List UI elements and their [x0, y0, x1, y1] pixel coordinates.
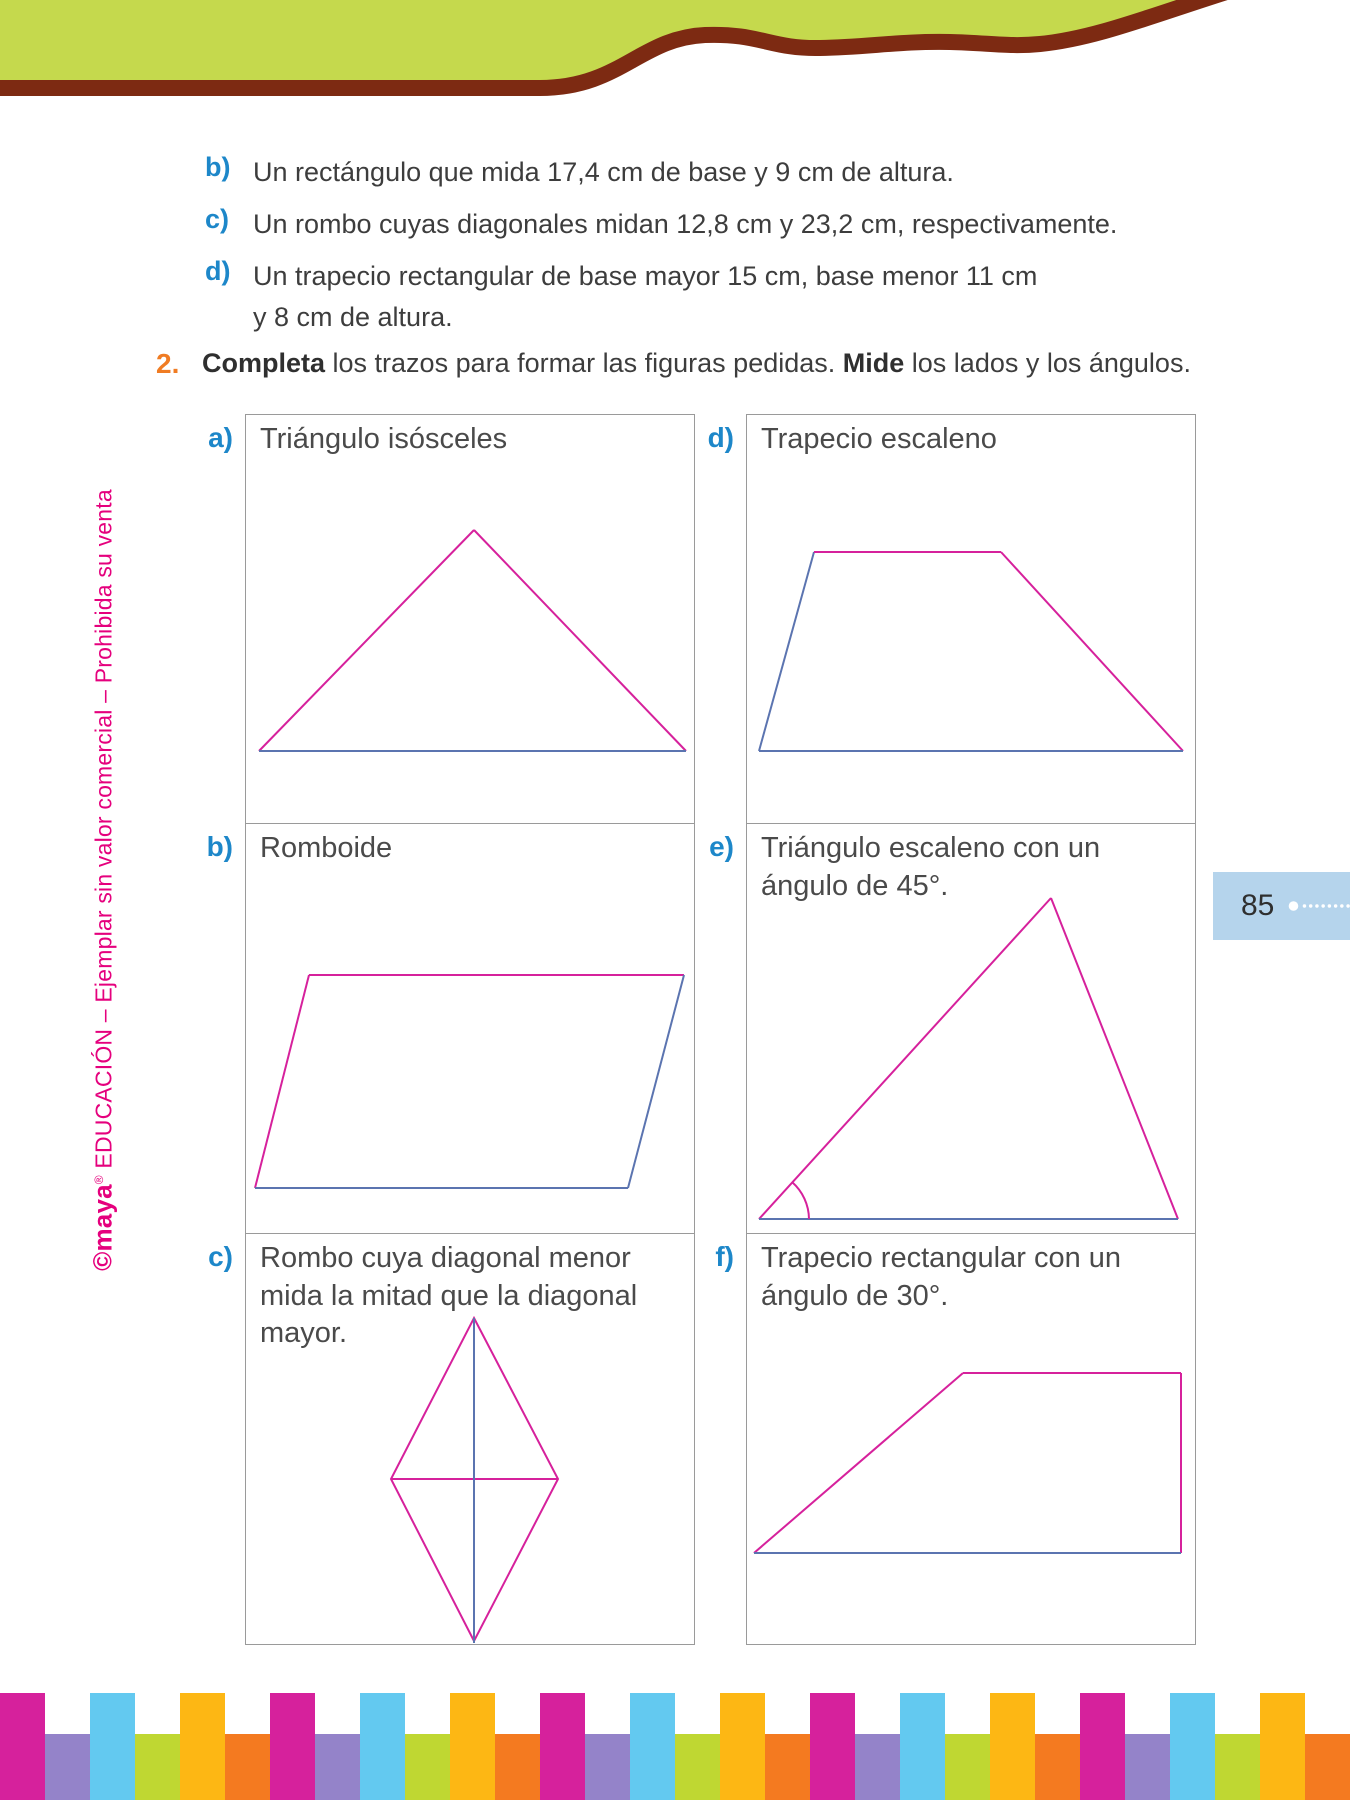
list-text-d: Un trapecio rectangular de base mayor 15 cm, base menor 11 cm y 8 cm de altura. — [253, 261, 1038, 332]
publisher-sidebar — [88, 489, 119, 1271]
isosceles-triangle-figure — [246, 415, 693, 821]
cell-d-scalene-trapezoid — [747, 415, 1195, 824]
footer-bar — [90, 1693, 135, 1800]
footer-bar — [315, 1734, 360, 1800]
registered-mark: ® — [91, 1175, 106, 1185]
triangle45-right-side — [1051, 898, 1178, 1219]
footer-bars — [0, 1693, 1350, 1800]
footer-bar — [765, 1734, 810, 1800]
footer-bar — [270, 1693, 315, 1800]
list-text-b: Un rectángulo que mida 17,4 cm de base y 9 cm de altura. — [253, 157, 954, 187]
page-number: 85 — [1241, 889, 1275, 922]
cell-caption-f: Trapecio rectangular con un ángulo de 30°. — [761, 1242, 1122, 1312]
footer-bar — [1305, 1734, 1350, 1800]
footer-bar — [495, 1734, 540, 1800]
list-marker-d: d) — [205, 256, 231, 286]
list-item-c — [205, 204, 1145, 245]
rhomboid-left-side — [255, 975, 309, 1188]
exercise-end: los lados y los ángulos. — [904, 348, 1191, 378]
grid-column-right — [746, 414, 1196, 1645]
cell-b-rhomboid — [246, 824, 694, 1234]
cell-label-c: c) — [208, 1241, 233, 1272]
publisher-notice: EDUCACIÓN – Ejemplar sin valor comercial – Prohibida su venta — [90, 489, 117, 1176]
triangle-left-side — [259, 530, 474, 751]
footer-bar — [855, 1734, 900, 1800]
triangle45-left-side — [759, 898, 1051, 1219]
cell-label-a: a) — [208, 422, 233, 453]
cell-f-right-trapezoid-30 — [747, 1234, 1195, 1644]
cell-caption-e: Triángulo escaleno con un ángulo de 45°. — [761, 832, 1101, 902]
footer-bar — [1170, 1693, 1215, 1800]
exercise-bold-completa: Completa — [202, 348, 326, 378]
scalene-trapezoid-figure — [747, 415, 1194, 821]
exercise-number: 2. — [156, 348, 180, 379]
cell-label-b: b) — [206, 831, 233, 862]
footer-bar — [1125, 1734, 1170, 1800]
page-number-tab — [1213, 872, 1350, 940]
cell-a-isosceles-triangle — [246, 415, 694, 824]
footer-bar — [360, 1693, 405, 1800]
cell-caption-c: Rombo cuya diagonal menor mida la mitad que la diagonal mayor. — [260, 1242, 638, 1350]
cell-c-rhombus — [246, 1234, 694, 1644]
cell-label-d: d) — [707, 422, 734, 453]
footer-bar — [630, 1693, 675, 1800]
rhomboid-right-side — [628, 975, 684, 1188]
footer-bar — [990, 1693, 1035, 1800]
footer-bar — [0, 1693, 45, 1800]
footer-bar — [180, 1693, 225, 1800]
footer-bar — [1260, 1693, 1305, 1800]
footer-bar — [1215, 1734, 1260, 1800]
cell-caption-b: Romboide — [260, 832, 393, 864]
list-marker-b: b) — [205, 152, 231, 182]
angle-arc — [792, 1182, 809, 1219]
dotted-line-icon — [1288, 897, 1350, 915]
footer-bar — [225, 1734, 270, 1800]
rhomboid-figure — [246, 824, 693, 1231]
footer-bar — [810, 1693, 855, 1800]
cell-label-f: f) — [715, 1241, 734, 1272]
list-marker-c: c) — [205, 204, 230, 234]
footer-bar — [450, 1693, 495, 1800]
cell-e-scalene-triangle-45 — [747, 824, 1195, 1234]
footer-bar — [585, 1734, 630, 1800]
footer-bar — [720, 1693, 765, 1800]
footer-bar — [405, 1734, 450, 1800]
triangle-right-side — [474, 530, 686, 751]
cell-caption-d: Trapecio escaleno — [761, 423, 997, 455]
publisher-logo: ©maya — [87, 1184, 118, 1271]
list-text-c: Un rombo cuyas diagonales midan 12,8 cm y 23,2 cm, respectivamente. — [253, 209, 1118, 239]
exercise-text — [202, 348, 1191, 380]
trapezoid-right-side — [1001, 552, 1183, 751]
rtrapezoid-left-slant — [754, 1373, 963, 1553]
footer-bar — [945, 1734, 990, 1800]
footer-bar — [135, 1734, 180, 1800]
list-item-b — [205, 152, 1145, 193]
footer-bar — [540, 1693, 585, 1800]
exercise-2 — [156, 348, 1236, 380]
footer-bar — [45, 1734, 90, 1800]
top-wave-band — [0, 0, 1350, 120]
footer-bar — [1035, 1734, 1080, 1800]
footer-bar — [1080, 1693, 1125, 1800]
list-item-d — [205, 256, 1105, 337]
footer-bar — [900, 1693, 945, 1800]
exercise-mid: los trazos para formar las figuras pedidas. — [325, 348, 843, 378]
footer-bar — [675, 1734, 720, 1800]
trapezoid-left-side — [759, 552, 814, 751]
cell-label-e: e) — [709, 831, 734, 862]
exercise-bold-mide: Mide — [842, 348, 905, 378]
grid-column-left — [245, 414, 695, 1645]
cell-caption-a: Triángulo isósceles — [260, 423, 508, 455]
